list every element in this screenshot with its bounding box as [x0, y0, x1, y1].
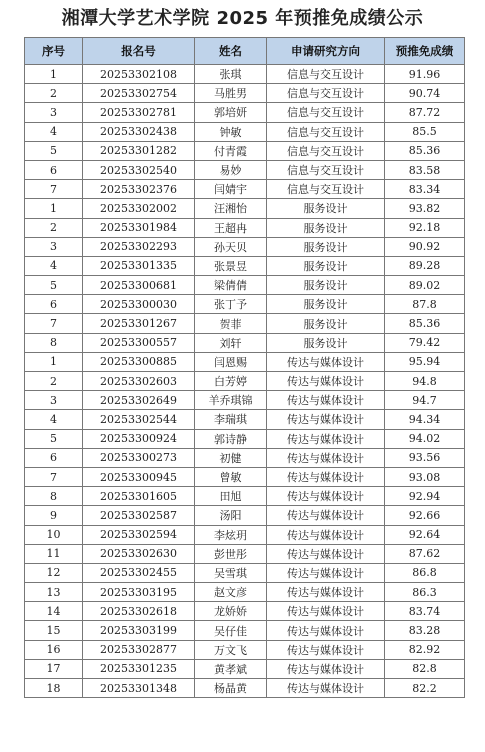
table-row [25, 141, 465, 160]
student-name-cell: 赵文彦 [195, 583, 267, 602]
page-title: 湘潭大学艺术学院 2025 年预推免成绩公示 [61, 8, 424, 29]
direction-cell: 信息与交互设计 [267, 160, 385, 179]
registration-id-cell: 20253302618 [83, 602, 195, 621]
registration-id-cell: 20253302455 [83, 563, 195, 582]
table-row [25, 467, 465, 486]
row-no-cell: 7 [25, 314, 83, 333]
row-no-cell: 1 [25, 352, 83, 371]
score-cell: 92.18 [385, 218, 465, 237]
student-name-cell: 白芳婷 [195, 372, 267, 391]
results-table [24, 37, 465, 698]
registration-id-cell: 20253301235 [83, 659, 195, 678]
row-no-cell: 8 [25, 487, 83, 506]
score-cell: 94.34 [385, 410, 465, 429]
student-name-cell: 李炫玥 [195, 525, 267, 544]
header-registration-id: 报名号 [83, 38, 195, 65]
registration-id-cell: 20253302108 [83, 65, 195, 84]
row-no-cell: 14 [25, 602, 83, 621]
direction-cell: 传达与媒体设计 [267, 352, 385, 371]
table-row [25, 640, 465, 659]
table-row [25, 525, 465, 544]
direction-cell: 信息与交互设计 [267, 103, 385, 122]
registration-id-cell: 20253302594 [83, 525, 195, 544]
direction-cell: 信息与交互设计 [267, 122, 385, 141]
score-cell: 89.02 [385, 276, 465, 295]
registration-id-cell: 20253301348 [83, 679, 195, 698]
table-row [25, 199, 465, 218]
row-no-cell: 3 [25, 103, 83, 122]
table-row [25, 218, 465, 237]
table-row [25, 276, 465, 295]
registration-id-cell: 20253302587 [83, 506, 195, 525]
direction-cell: 信息与交互设计 [267, 84, 385, 103]
header-direction: 申请研究方向 [267, 38, 385, 65]
row-no-cell: 1 [25, 199, 83, 218]
direction-cell: 传达与媒体设计 [267, 602, 385, 621]
direction-cell: 信息与交互设计 [267, 141, 385, 160]
table-row [25, 314, 465, 333]
direction-cell: 服务设计 [267, 276, 385, 295]
table-row [25, 295, 465, 314]
score-cell: 90.74 [385, 84, 465, 103]
student-name-cell: 闫婧宇 [195, 180, 267, 199]
row-no-cell: 18 [25, 679, 83, 698]
row-no-cell: 8 [25, 333, 83, 352]
table-row [25, 333, 465, 352]
header-no: 序号 [25, 38, 83, 65]
student-name-cell: 孙天贝 [195, 237, 267, 256]
table-row [25, 84, 465, 103]
score-cell: 95.94 [385, 352, 465, 371]
row-no-cell: 5 [25, 429, 83, 448]
student-name-cell: 郭培妍 [195, 103, 267, 122]
registration-id-cell: 20253302376 [83, 180, 195, 199]
registration-id-cell: 20253301984 [83, 218, 195, 237]
row-no-cell: 7 [25, 467, 83, 486]
row-no-cell: 1 [25, 65, 83, 84]
score-cell: 94.7 [385, 391, 465, 410]
student-name-cell: 郭诗静 [195, 429, 267, 448]
score-cell: 83.74 [385, 602, 465, 621]
registration-id-cell: 20253302540 [83, 160, 195, 179]
registration-id-cell: 20253300885 [83, 352, 195, 371]
direction-cell: 传达与媒体设计 [267, 583, 385, 602]
registration-id-cell: 20253302754 [83, 84, 195, 103]
direction-cell: 传达与媒体设计 [267, 487, 385, 506]
student-name-cell: 杨晶黄 [195, 679, 267, 698]
registration-id-cell: 20253302438 [83, 122, 195, 141]
table-row [25, 103, 465, 122]
direction-cell: 传达与媒体设计 [267, 410, 385, 429]
row-no-cell: 2 [25, 218, 83, 237]
table-row [25, 506, 465, 525]
direction-cell: 传达与媒体设计 [267, 525, 385, 544]
registration-id-cell: 20253300945 [83, 467, 195, 486]
score-cell: 86.3 [385, 583, 465, 602]
score-cell: 92.66 [385, 506, 465, 525]
direction-cell: 传达与媒体设计 [267, 679, 385, 698]
registration-id-cell: 20253303199 [83, 621, 195, 640]
table-row [25, 410, 465, 429]
score-cell: 92.94 [385, 487, 465, 506]
direction-cell: 服务设计 [267, 314, 385, 333]
student-name-cell: 彭世彤 [195, 544, 267, 563]
student-name-cell: 钟敏 [195, 122, 267, 141]
score-cell: 93.56 [385, 448, 465, 467]
student-name-cell: 田旭 [195, 487, 267, 506]
score-cell: 79.42 [385, 333, 465, 352]
row-no-cell: 5 [25, 276, 83, 295]
registration-id-cell: 20253302002 [83, 199, 195, 218]
row-no-cell: 12 [25, 563, 83, 582]
row-no-cell: 11 [25, 544, 83, 563]
table-row [25, 448, 465, 467]
table-row [25, 429, 465, 448]
student-name-cell: 吴雪琪 [195, 563, 267, 582]
table-row [25, 372, 465, 391]
row-no-cell: 2 [25, 84, 83, 103]
row-no-cell: 15 [25, 621, 83, 640]
table-row [25, 583, 465, 602]
registration-id-cell: 20253300681 [83, 276, 195, 295]
direction-cell: 服务设计 [267, 333, 385, 352]
direction-cell: 传达与媒体设计 [267, 429, 385, 448]
registration-id-cell: 20253302630 [83, 544, 195, 563]
student-name-cell: 易妙 [195, 160, 267, 179]
student-name-cell: 张丁予 [195, 295, 267, 314]
student-name-cell: 黄孝斌 [195, 659, 267, 678]
row-no-cell: 4 [25, 256, 83, 275]
row-no-cell: 4 [25, 410, 83, 429]
student-name-cell: 万文飞 [195, 640, 267, 659]
table-header-row [25, 38, 465, 65]
table-row [25, 563, 465, 582]
score-cell: 82.8 [385, 659, 465, 678]
table-body [25, 65, 465, 698]
direction-cell: 传达与媒体设计 [267, 467, 385, 486]
row-no-cell: 5 [25, 141, 83, 160]
student-name-cell: 吴仔佳 [195, 621, 267, 640]
direction-cell: 服务设计 [267, 295, 385, 314]
direction-cell: 传达与媒体设计 [267, 544, 385, 563]
table-row [25, 352, 465, 371]
registration-id-cell: 20253301605 [83, 487, 195, 506]
table-row [25, 65, 465, 84]
direction-cell: 传达与媒体设计 [267, 391, 385, 410]
row-no-cell: 17 [25, 659, 83, 678]
row-no-cell: 6 [25, 295, 83, 314]
student-name-cell: 闫恩赐 [195, 352, 267, 371]
table-row [25, 544, 465, 563]
registration-id-cell: 20253301335 [83, 256, 195, 275]
registration-id-cell: 20253302293 [83, 237, 195, 256]
row-no-cell: 16 [25, 640, 83, 659]
score-cell: 93.82 [385, 199, 465, 218]
direction-cell: 服务设计 [267, 256, 385, 275]
score-cell: 89.28 [385, 256, 465, 275]
direction-cell: 信息与交互设计 [267, 65, 385, 84]
table-row [25, 256, 465, 275]
row-no-cell: 10 [25, 525, 83, 544]
table-row [25, 237, 465, 256]
student-name-cell: 付青霞 [195, 141, 267, 160]
student-name-cell: 汪湘怡 [195, 199, 267, 218]
registration-id-cell: 20253301282 [83, 141, 195, 160]
registration-id-cell: 20253302544 [83, 410, 195, 429]
row-no-cell: 13 [25, 583, 83, 602]
score-cell: 92.64 [385, 525, 465, 544]
registration-id-cell: 20253302877 [83, 640, 195, 659]
score-cell: 90.92 [385, 237, 465, 256]
score-cell: 86.8 [385, 563, 465, 582]
row-no-cell: 7 [25, 180, 83, 199]
score-cell: 85.5 [385, 122, 465, 141]
score-cell: 93.08 [385, 467, 465, 486]
student-name-cell: 王超冉 [195, 218, 267, 237]
direction-cell: 传达与媒体设计 [267, 659, 385, 678]
row-no-cell: 6 [25, 160, 83, 179]
table-row [25, 621, 465, 640]
score-cell: 87.8 [385, 295, 465, 314]
student-name-cell: 曾敏 [195, 467, 267, 486]
registration-id-cell: 20253300030 [83, 295, 195, 314]
direction-cell: 服务设计 [267, 199, 385, 218]
registration-id-cell: 20253300557 [83, 333, 195, 352]
registration-id-cell: 20253302649 [83, 391, 195, 410]
student-name-cell: 羊乔琪锦 [195, 391, 267, 410]
score-cell: 94.8 [385, 372, 465, 391]
score-cell: 83.28 [385, 621, 465, 640]
direction-cell: 传达与媒体设计 [267, 448, 385, 467]
student-name-cell: 初健 [195, 448, 267, 467]
score-cell: 87.72 [385, 103, 465, 122]
registration-id-cell: 20253302781 [83, 103, 195, 122]
table-row [25, 391, 465, 410]
table-row [25, 180, 465, 199]
score-cell: 83.58 [385, 160, 465, 179]
direction-cell: 服务设计 [267, 237, 385, 256]
score-cell: 85.36 [385, 141, 465, 160]
direction-cell: 信息与交互设计 [267, 180, 385, 199]
score-cell: 82.92 [385, 640, 465, 659]
student-name-cell: 龙娇娇 [195, 602, 267, 621]
registration-id-cell: 20253300273 [83, 448, 195, 467]
direction-cell: 传达与媒体设计 [267, 506, 385, 525]
row-no-cell: 4 [25, 122, 83, 141]
table-row [25, 602, 465, 621]
score-cell: 94.02 [385, 429, 465, 448]
row-no-cell: 2 [25, 372, 83, 391]
student-name-cell: 张琪 [195, 65, 267, 84]
registration-id-cell: 20253302603 [83, 372, 195, 391]
direction-cell: 传达与媒体设计 [267, 372, 385, 391]
score-cell: 87.62 [385, 544, 465, 563]
student-name-cell: 张景昱 [195, 256, 267, 275]
registration-id-cell: 20253300924 [83, 429, 195, 448]
score-cell: 82.2 [385, 679, 465, 698]
direction-cell: 传达与媒体设计 [267, 640, 385, 659]
row-no-cell: 3 [25, 391, 83, 410]
registration-id-cell: 20253301267 [83, 314, 195, 333]
student-name-cell: 贺菲 [195, 314, 267, 333]
registration-id-cell: 20253303195 [83, 583, 195, 602]
student-name-cell: 汤阳 [195, 506, 267, 525]
score-cell: 83.34 [385, 180, 465, 199]
table-row [25, 160, 465, 179]
header-score: 预推免成绩 [385, 38, 465, 65]
student-name-cell: 李瑞琪 [195, 410, 267, 429]
direction-cell: 传达与媒体设计 [267, 621, 385, 640]
student-name-cell: 刘轩 [195, 333, 267, 352]
score-cell: 85.36 [385, 314, 465, 333]
row-no-cell: 3 [25, 237, 83, 256]
direction-cell: 传达与媒体设计 [267, 563, 385, 582]
table-row [25, 122, 465, 141]
table-row [25, 487, 465, 506]
table-row [25, 679, 465, 698]
student-name-cell: 梁倩倩 [195, 276, 267, 295]
direction-cell: 服务设计 [267, 218, 385, 237]
row-no-cell: 9 [25, 506, 83, 525]
header-name: 姓名 [195, 38, 267, 65]
score-cell: 91.96 [385, 65, 465, 84]
row-no-cell: 6 [25, 448, 83, 467]
table-row [25, 659, 465, 678]
student-name-cell: 马胜男 [195, 84, 267, 103]
